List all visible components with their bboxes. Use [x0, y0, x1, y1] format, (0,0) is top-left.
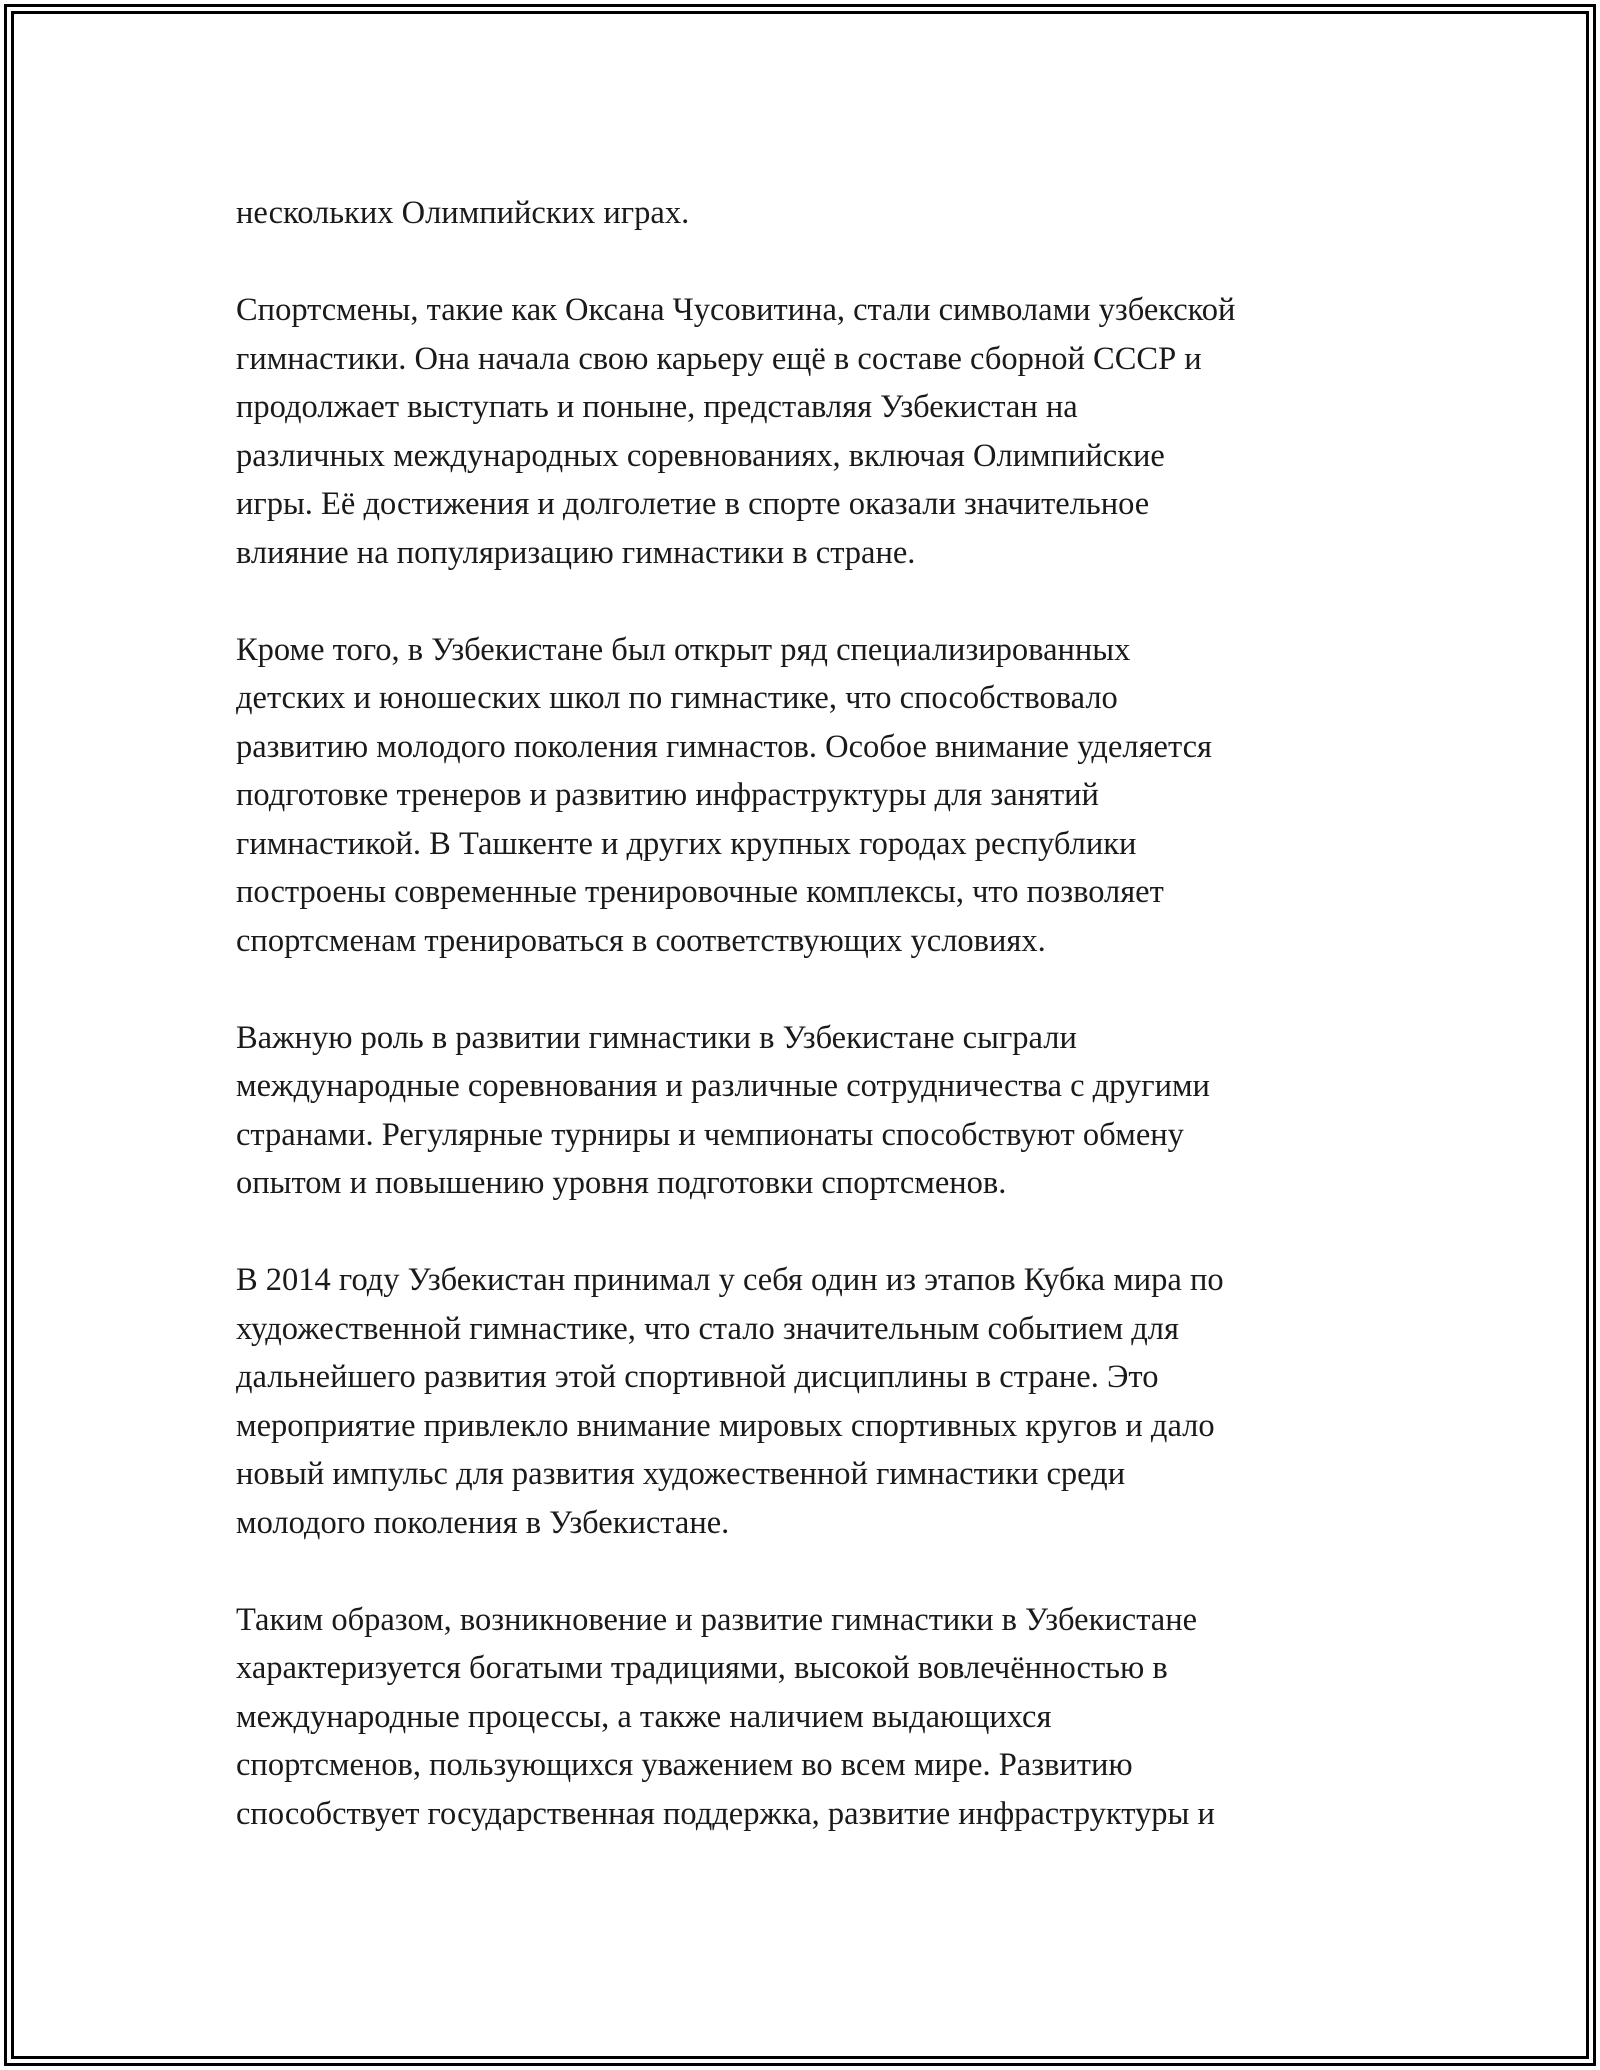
- text-line: художественной гимнастике, что стало значительным событием для: [236, 1310, 1179, 1347]
- text-line: Таким образом, возникновение и развитие гимнастики в Узбекистане: [236, 1601, 1198, 1638]
- text-line: способствует государственная поддержка, развитие инфраструктуры и: [236, 1795, 1215, 1832]
- text-line: характеризуется богатыми традициями, высокой вовлечённостью в: [236, 1650, 1168, 1686]
- text-line: международные соревнования и различные сотрудничества с другими: [236, 1068, 1210, 1104]
- paragraph: [236, 1596, 1426, 1839]
- text-line: Спортсмены, такие как Оксана Чусовитина, стали символами узбекской: [236, 292, 1236, 328]
- text-line: мероприятие привлекло внимание мировых спортивных кругов и дало: [236, 1407, 1215, 1444]
- text-line: различных международных соревнованиях, включая Олимпийские: [236, 437, 1165, 474]
- paragraph: [236, 626, 1426, 966]
- text-line: Важную роль в развитии гимнастики в Узбекистане сыграли: [236, 1019, 1077, 1056]
- text-line: влияние на популяризацию гимнастики в стране.: [236, 534, 916, 571]
- text-line: спортсменам тренироваться в соответствующих условиях.: [236, 922, 1046, 959]
- text-line: Кроме того, в Узбекистане был открыт ряд специализированных: [236, 631, 1131, 668]
- text-line: продолжает выступать и поныне, представляя Узбекистан на: [236, 389, 1078, 425]
- paragraph: [236, 189, 1426, 238]
- text-line: странами. Регулярные турниры и чемпионаты способствуют обмену: [236, 1116, 1184, 1153]
- text-line: детских и юношеских школ по гимнастике, что способствовало: [236, 680, 1118, 716]
- text-line: международные процессы, а также наличием выдающихся: [236, 1698, 1052, 1735]
- text-line: нескольких Олимпийских играх.: [236, 195, 690, 231]
- text-line: гимнастики. Она начала свою карьеру ещё в составе сборной СССР и: [236, 340, 1202, 377]
- document-body: [236, 189, 1426, 1887]
- text-line: развитию молодого поколения гимнастов. Особое внимание уделяется: [236, 728, 1212, 765]
- text-line: построены современные тренировочные комплексы, что позволяет: [236, 874, 1164, 910]
- text-line: подготовке тренеров и развитию инфраструктуры для занятий: [236, 777, 1099, 813]
- text-line: В 2014 году Узбекистан принимал у себя один из этапов Кубка мира по: [236, 1262, 1224, 1298]
- paragraph: [236, 1256, 1426, 1547]
- text-line: дальнейшего развития этой спортивной дисциплины в стране. Это: [236, 1359, 1159, 1395]
- paragraph: [236, 286, 1426, 577]
- text-line: опытом и повышению уровня подготовки спортсменов.: [236, 1165, 1007, 1201]
- text-line: молодого поколения в Узбекистане.: [236, 1504, 730, 1541]
- text-line: игры. Её достижения и долголетие в спорте оказали значительное: [236, 486, 1150, 522]
- text-line: гимнастикой. В Ташкенте и других крупных городах республики: [236, 825, 1137, 862]
- paragraph: [236, 1014, 1426, 1208]
- text-line: спортсменов, пользующихся уважением во всем мире. Развитию: [236, 1747, 1133, 1783]
- text-line: новый импульс для развития художественной гимнастики среди: [236, 1456, 1126, 1492]
